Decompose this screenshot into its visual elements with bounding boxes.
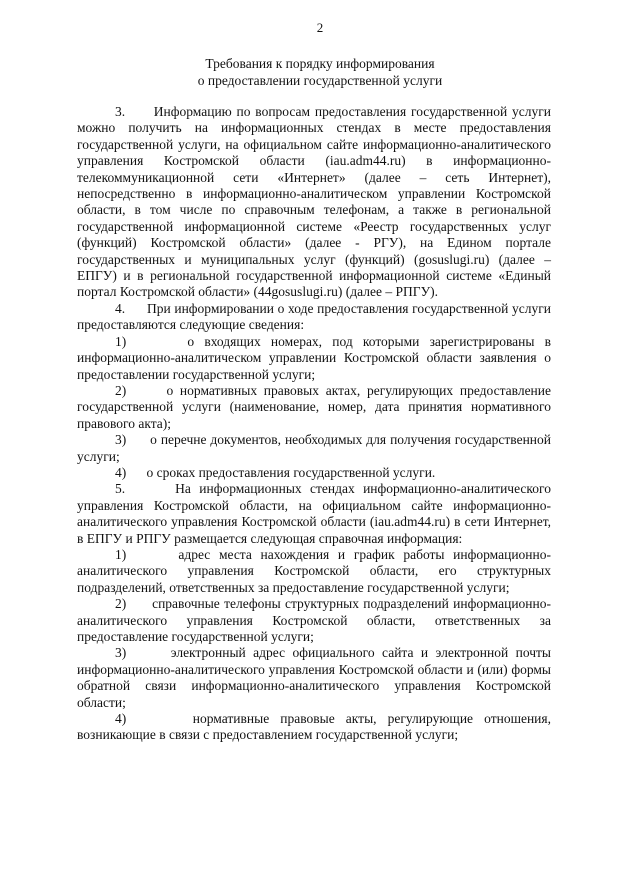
paragraph-4-item-4: 4) о сроках предоставления государственной услуги. — [115, 464, 436, 480]
document-body — [77, 104, 551, 744]
section-heading — [0, 56, 640, 89]
paragraph-5-item-1: 1) адрес места нахождения и график работы информационно-аналитического управления Костромской области, его структурных подразделений, ответственных за предоставление государственной услуги; — [77, 546, 551, 595]
paragraph-3: 3. Информацию по вопросам предоставления государственной услуги можно получить на информационных стендах в месте предоставления государственной услуги, на официальном сайте информационно-аналитического управления Костромской области (iau.adm44.ru) в информационно-телекоммуникационной сети «Интернет» (далее – сеть Интернет), непосредственно в информационно-аналитическом управлении Костромской области, в том числе по справочным телефонам, а также в региональной государственной информационной системе «Реестр государственных услуг (функций) Костромской области» (далее - РГУ), на Едином портале государственных и муниципальных услуг (функций) (gosuslugi.ru) (далее – ЕПГУ) и в региональной государственной информационной системе «Единый портал Костромской области» (44gosuslugi.ru) (далее – РПГУ). — [77, 104, 551, 300]
paragraph-4-item-2: 2) о нормативных правовых актах, регулирующих предоставление государственной услуги (наименование, номер, дата принятия нормативного правового акта); — [77, 382, 551, 431]
paragraph-4-item-1: 1) о входящих номерах, под которыми зарегистрированы в информационно-аналитическом управлении Костромской области заявления о предоставлении государственной услуги; — [77, 333, 551, 382]
page-number: 2 — [316, 20, 324, 35]
heading-line-2: о предоставлении государственной услуги — [197, 72, 443, 88]
paragraph-4-item-3: 3) о перечне документов, необходимых для получения государственной услуги; — [77, 432, 551, 464]
paragraph-5-item-3: 3) электронный адрес официального сайта и электронной почты информационно-аналитического управления Костромской области и (или) формы обратной связи информационно-аналитического управления Костромской области; — [77, 645, 551, 710]
paragraph-4: 4. При информировании о ходе предоставления государственной услуги предоставляются следующие сведения: — [77, 300, 551, 333]
paragraph-5: 5. На информационных стендах информационно-аналитического управления Костромской области, на официальном сайте информационно-аналитического управления Костромской области (iau.adm44.ru) в сети Интернет, в ЕПГУ и РПГУ размещается следующая справочная информация: — [77, 481, 551, 546]
paragraph-5-item-2: 2) справочные телефоны структурных подразделений информационно-аналитического управления Костромской области, ответственных за предоставление государственной услуги; — [77, 596, 551, 644]
paragraph-5-item-4: 4) нормативные правовые акты, регулирующие отношения, возникающие в связи с предоставлением государственной услуги; — [77, 711, 551, 743]
heading-line-1: Требования к порядку информирования — [205, 56, 435, 71]
